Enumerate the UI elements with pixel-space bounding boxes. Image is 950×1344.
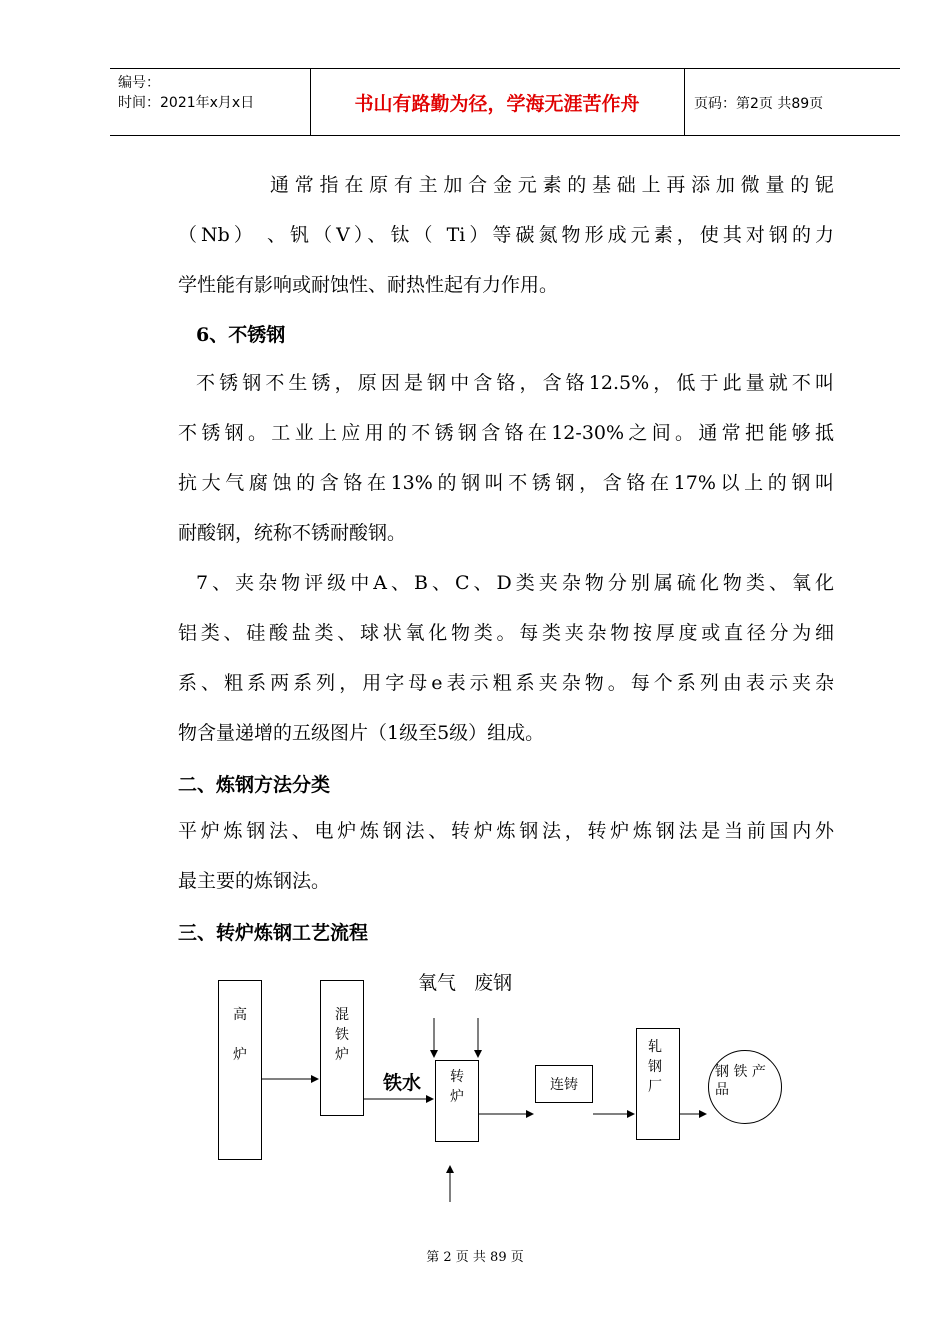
- page-footer: 第 2 页 共 89 页: [426, 1250, 524, 1265]
- p3-line4: 物含量递增的五级图片（1级至5级）组成。: [178, 722, 545, 744]
- rolling-mill-label: 轧 钢 厂: [648, 1039, 662, 1095]
- converter-label: 转 炉: [450, 1069, 464, 1105]
- p2-line3: 抗大气腐蚀的含铬在13%的钢叫不锈钢，含铬在17%以上的钢叫: [178, 472, 834, 494]
- p2-line2: 不锈钢。工业上应用的不锈钢含铬在12-30%之间。通常把能够抵: [178, 422, 834, 444]
- p4-line1: 平炉炼钢法、电炉炼钢法、转炉炼钢法，转炉炼钢法是当前国内外: [178, 820, 834, 842]
- section-3-heading: 三、转炉炼钢工艺流程: [178, 922, 369, 944]
- p1-line1: 通常指在原有主加合金元素的基础上再添加微量的铌: [270, 174, 834, 196]
- header-page: 页码：第2页 共89页: [694, 96, 824, 112]
- blast-furnace-label: 高 炉: [233, 1007, 247, 1063]
- rolling-mill-box: [636, 1028, 680, 1140]
- product-circle: [708, 1050, 782, 1124]
- header-motto: 书山有路勤为径，学海无涯苦作舟: [354, 92, 640, 115]
- converter-box: [435, 1060, 479, 1142]
- p3-line3: 系、粗系两系列，用字母e表示粗系夹杂物。每个系列由表示夹杂: [178, 672, 834, 694]
- p1-line3: 学性能有影响或耐蚀性、耐热性起有力作用。: [178, 274, 559, 296]
- section-2-heading: 二、炼钢方法分类: [178, 774, 331, 796]
- p2-line1: 不锈钢不生锈，原因是钢中含铬，含铬12.5%，低于此量就不叫: [196, 372, 834, 394]
- p2-line4: 耐酸钢，统称不锈耐酸钢。: [178, 522, 407, 544]
- page-header: [110, 68, 900, 136]
- p4-line2: 最主要的炼钢法。: [178, 870, 331, 892]
- p1-line2: （Nb） 、钒（V）、钛（ Ti）等碳氮物形成元素，使其对钢的力: [178, 224, 834, 246]
- caster-box: [535, 1065, 593, 1103]
- header-number: 编号：: [118, 75, 160, 91]
- hot-metal-label: 铁水: [383, 1072, 422, 1094]
- inputs-label: 氧气 废钢: [418, 972, 513, 994]
- header-date: 时间：2021年x月x日: [118, 95, 255, 111]
- header-meta: [118, 73, 254, 113]
- mixer-label: 混 铁 炉: [335, 1007, 349, 1063]
- section-6-title: 6、不锈钢: [196, 324, 286, 346]
- header-divider-right: [684, 69, 685, 135]
- mixer-box: [320, 980, 364, 1116]
- blast-furnace-box: [218, 980, 262, 1160]
- p3-line1: 7、夹杂物评级中A、B、C、D类夹杂物分别属硫化物类、氧化: [196, 572, 834, 594]
- product-label: 钢 铁 产 品: [715, 1064, 766, 1098]
- p3-line2: 铝类、硅酸盐类、球状氧化物类。每类夹杂物按厚度或直径分为细: [178, 622, 834, 644]
- caster-label: 连铸: [550, 1077, 578, 1093]
